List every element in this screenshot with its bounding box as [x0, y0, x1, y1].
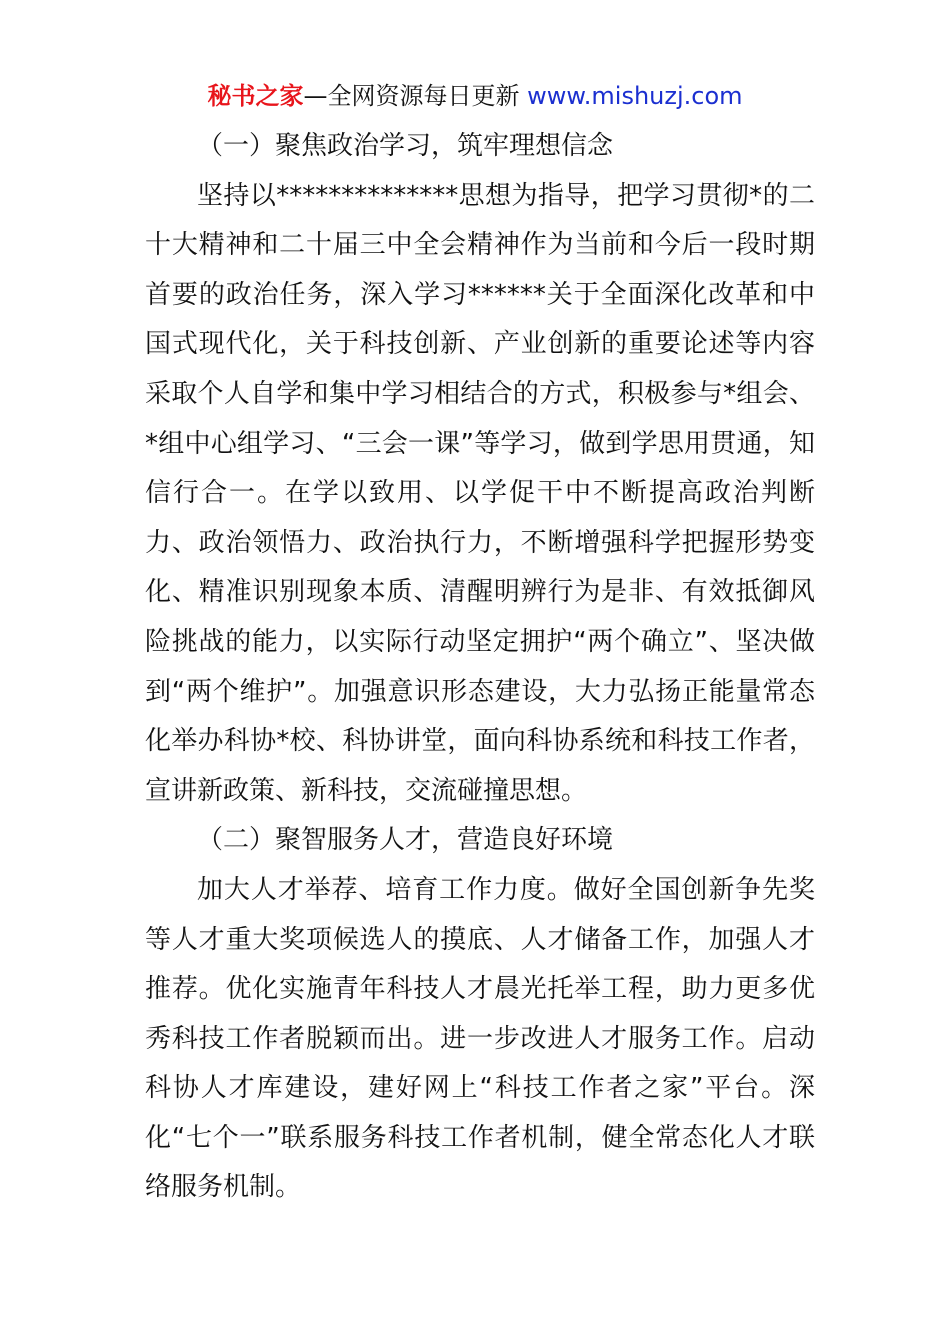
section-paragraph-2: 加大人才举荐、培育工作力度。做好全国创新争先奖等人才重大奖项候选人的摸底、人才储备工作，加强人才推荐。优化实施青年科技人才晨光托举工程，助力更多优秀科技工作者脱颖而出。进一步改进人才服务工作。启动科协人才库建设，建好网上“科技工作者之家”平台。深化“七个一”联系服务科技工作者机制，健全常态化人才联络服务机制。 [145, 874, 815, 1203]
site-url-link[interactable]: www.mishuzj.com [527, 82, 743, 110]
site-tagline: —全网资源每日更新 [303, 82, 528, 110]
section-heading-2: （二）聚智服务人才，营造良好环境 [197, 825, 614, 856]
document-body [145, 122, 815, 1213]
site-brand: 秘书之家 [207, 82, 304, 110]
site-header [0, 80, 950, 112]
section-heading-1: （一）聚焦政治学习，筑牢理想信念 [197, 131, 614, 161]
section-paragraph-1: 坚持以**************思想为指导，把学习贯彻*的二十大精神和二十届三中全会精神作为当前和今后一段时期首要的政治任务，深入学习******关于全面深化改革和中国式现代化，关于科技创新、产业创新的重要论述等内容采取个人自学和集中学习相结合的方式，积极参与*组会、*组中心组学习、“三会一课”等学习，做到学思用贯通，知信行合一。在学以致用、以学促干中不断提高政治判断力、政治领悟力、政治执行力，不断增强科学把握形势变化、精准识别现象本质、清醒明辨行为是非、有效抵御风险挑战的能力，以实际行动坚定拥护“两个确立”、坚决做到“两个维护”。加强意识形态建设，大力弘扬正能量常态化举办科协*校、科协讲堂，面向科协系统和科技工作者，宣讲新政策、新科技，交流碰撞思想。 [145, 180, 815, 806]
